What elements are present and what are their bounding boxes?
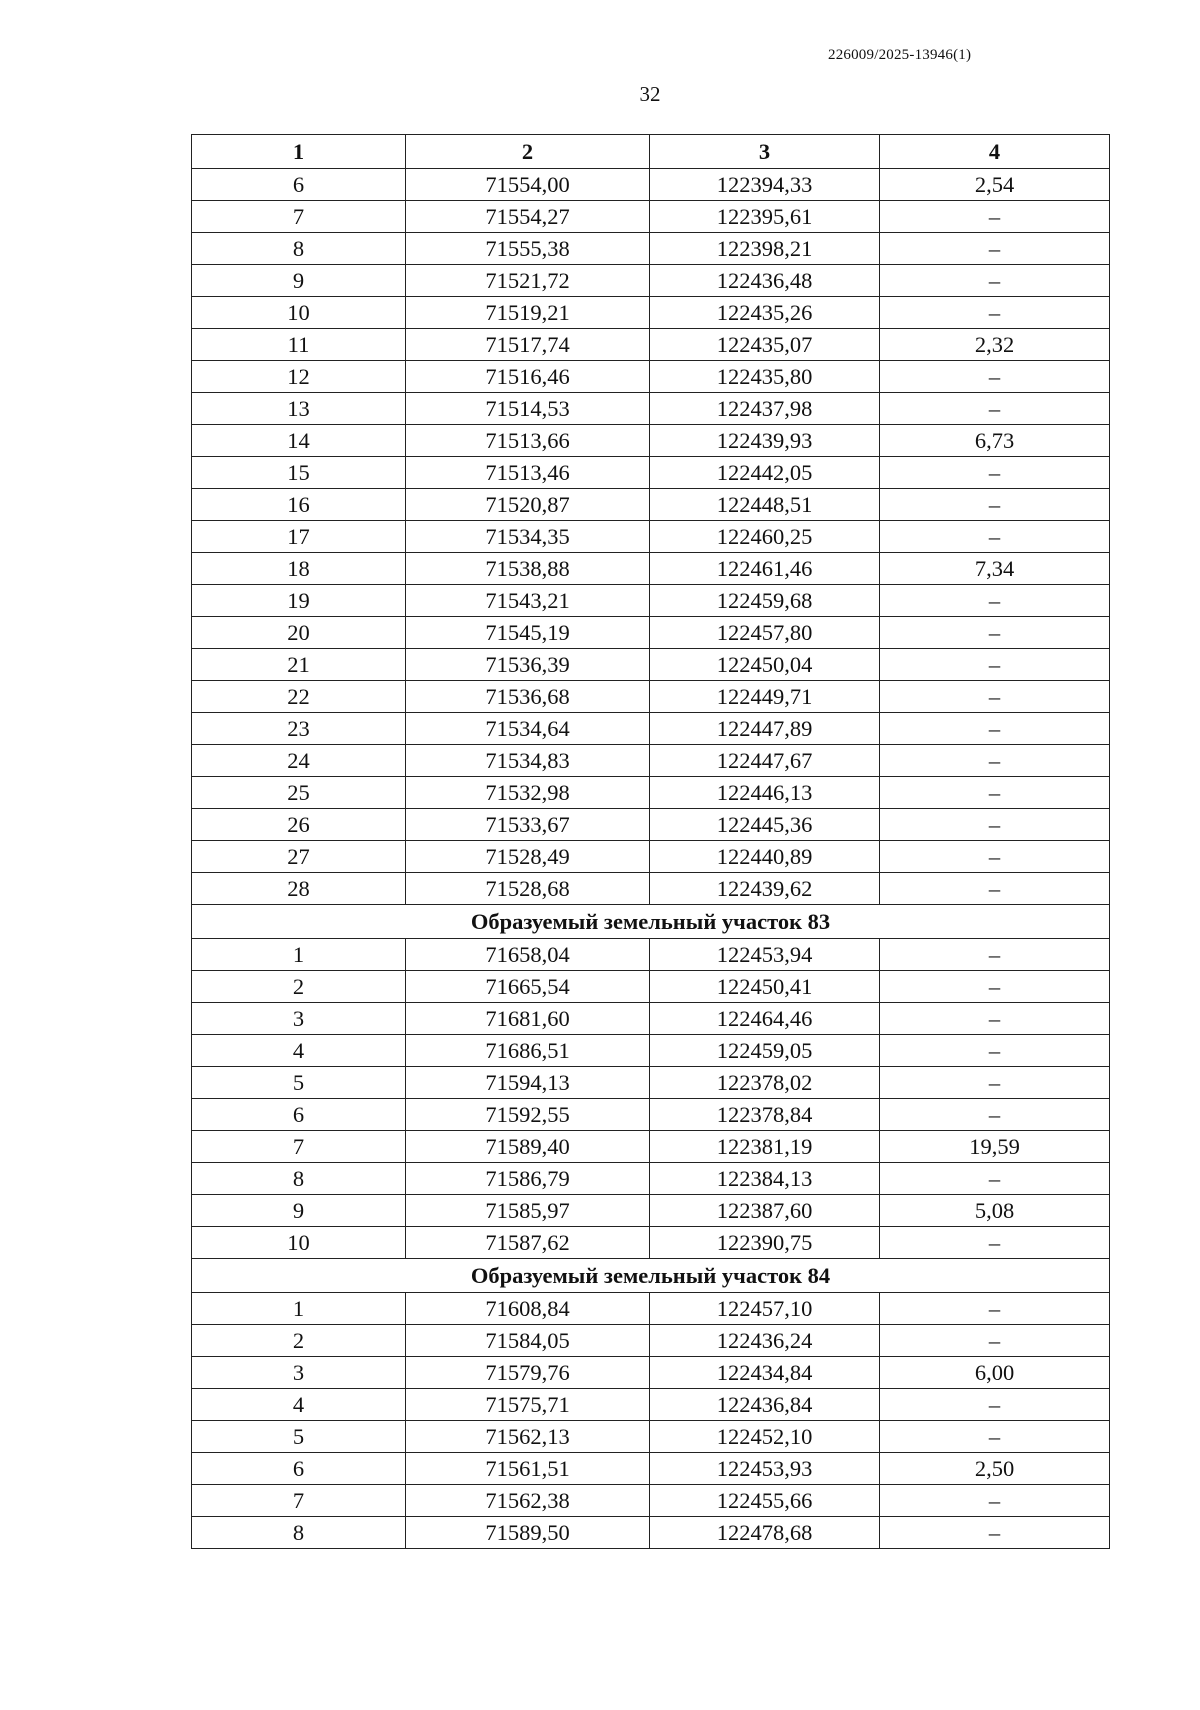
- x-coordinate-cell: 71554,27: [406, 201, 650, 233]
- table-row: [192, 873, 1110, 905]
- y-coordinate-cell: 122457,80: [650, 617, 880, 649]
- x-coordinate-cell: 71533,67: [406, 809, 650, 841]
- table-row: [192, 201, 1110, 233]
- distance-cell: –: [880, 1035, 1110, 1067]
- table-body: [192, 169, 1110, 1549]
- point-number-cell: 4: [192, 1035, 406, 1067]
- y-coordinate-cell: 122464,46: [650, 1003, 880, 1035]
- table-row: [192, 1227, 1110, 1259]
- column-header-1: 1: [192, 135, 406, 169]
- table-row: [192, 713, 1110, 745]
- x-coordinate-cell: 71587,62: [406, 1227, 650, 1259]
- x-coordinate-cell: 71579,76: [406, 1357, 650, 1389]
- section-row: [192, 1259, 1110, 1293]
- y-coordinate-cell: 122453,94: [650, 939, 880, 971]
- document-id: 226009/2025-13946(1): [828, 47, 972, 63]
- section-title: Образуемый земельный участок 84: [192, 1259, 1110, 1293]
- point-number-cell: 7: [192, 1131, 406, 1163]
- column-header-4: 4: [880, 135, 1110, 169]
- y-coordinate-cell: 122381,19: [650, 1131, 880, 1163]
- table-row: [192, 1389, 1110, 1421]
- y-coordinate-cell: 122435,26: [650, 297, 880, 329]
- x-coordinate-cell: 71594,13: [406, 1067, 650, 1099]
- point-number-cell: 8: [192, 1517, 406, 1549]
- y-coordinate-cell: 122378,02: [650, 1067, 880, 1099]
- y-coordinate-cell: 122439,93: [650, 425, 880, 457]
- y-coordinate-cell: 122442,05: [650, 457, 880, 489]
- y-coordinate-cell: 122436,24: [650, 1325, 880, 1357]
- point-number-cell: 9: [192, 265, 406, 297]
- table-row: [192, 1131, 1110, 1163]
- x-coordinate-cell: 71681,60: [406, 1003, 650, 1035]
- page-number: 32: [639, 82, 661, 106]
- distance-cell: 2,54: [880, 169, 1110, 201]
- table-row: [192, 681, 1110, 713]
- point-number-cell: 17: [192, 521, 406, 553]
- y-coordinate-cell: 122384,13: [650, 1163, 880, 1195]
- x-coordinate-cell: 71561,51: [406, 1453, 650, 1485]
- x-coordinate-cell: 71585,97: [406, 1195, 650, 1227]
- point-number-cell: 1: [192, 1293, 406, 1325]
- point-number-cell: 2: [192, 1325, 406, 1357]
- y-coordinate-cell: 122455,66: [650, 1485, 880, 1517]
- distance-cell: –: [880, 1227, 1110, 1259]
- table-row: [192, 939, 1110, 971]
- point-number-cell: 16: [192, 489, 406, 521]
- table-row: [192, 745, 1110, 777]
- y-coordinate-cell: 122435,80: [650, 361, 880, 393]
- x-coordinate-cell: 71665,54: [406, 971, 650, 1003]
- distance-cell: –: [880, 521, 1110, 553]
- point-number-cell: 10: [192, 1227, 406, 1259]
- table-row: [192, 1453, 1110, 1485]
- x-coordinate-cell: 71562,13: [406, 1421, 650, 1453]
- y-coordinate-cell: 122434,84: [650, 1357, 880, 1389]
- point-number-cell: 23: [192, 713, 406, 745]
- table-row: [192, 425, 1110, 457]
- x-coordinate-cell: 71532,98: [406, 777, 650, 809]
- distance-cell: 6,73: [880, 425, 1110, 457]
- y-coordinate-cell: 122387,60: [650, 1195, 880, 1227]
- distance-cell: –: [880, 1067, 1110, 1099]
- distance-cell: –: [880, 873, 1110, 905]
- table-row: [192, 1163, 1110, 1195]
- x-coordinate-cell: 71528,68: [406, 873, 650, 905]
- x-coordinate-cell: 71584,05: [406, 1325, 650, 1357]
- x-coordinate-cell: 71534,64: [406, 713, 650, 745]
- distance-cell: –: [880, 1163, 1110, 1195]
- table-row: [192, 1421, 1110, 1453]
- y-coordinate-cell: 122440,89: [650, 841, 880, 873]
- x-coordinate-cell: 71589,40: [406, 1131, 650, 1163]
- x-coordinate-cell: 71517,74: [406, 329, 650, 361]
- distance-cell: –: [880, 457, 1110, 489]
- y-coordinate-cell: 122436,84: [650, 1389, 880, 1421]
- y-coordinate-cell: 122461,46: [650, 553, 880, 585]
- y-coordinate-cell: 122435,07: [650, 329, 880, 361]
- point-number-cell: 15: [192, 457, 406, 489]
- table-row: [192, 393, 1110, 425]
- distance-cell: 5,08: [880, 1195, 1110, 1227]
- column-header-2: 2: [406, 135, 650, 169]
- y-coordinate-cell: 122445,36: [650, 809, 880, 841]
- point-number-cell: 1: [192, 939, 406, 971]
- point-number-cell: 5: [192, 1421, 406, 1453]
- y-coordinate-cell: 122457,10: [650, 1293, 880, 1325]
- x-coordinate-cell: 71516,46: [406, 361, 650, 393]
- distance-cell: 7,34: [880, 553, 1110, 585]
- point-number-cell: 24: [192, 745, 406, 777]
- y-coordinate-cell: 122450,41: [650, 971, 880, 1003]
- table-row: [192, 585, 1110, 617]
- distance-cell: 19,59: [880, 1131, 1110, 1163]
- y-coordinate-cell: 122460,25: [650, 521, 880, 553]
- x-coordinate-cell: 71534,35: [406, 521, 650, 553]
- table-row: [192, 297, 1110, 329]
- y-coordinate-cell: 122459,05: [650, 1035, 880, 1067]
- table-row: [192, 489, 1110, 521]
- distance-cell: 2,32: [880, 329, 1110, 361]
- point-number-cell: 20: [192, 617, 406, 649]
- distance-cell: –: [880, 713, 1110, 745]
- point-number-cell: 25: [192, 777, 406, 809]
- y-coordinate-cell: 122450,04: [650, 649, 880, 681]
- point-number-cell: 3: [192, 1003, 406, 1035]
- table-row: [192, 1195, 1110, 1227]
- x-coordinate-cell: 71519,21: [406, 297, 650, 329]
- table-row: [192, 1003, 1110, 1035]
- point-number-cell: 21: [192, 649, 406, 681]
- y-coordinate-cell: 122378,84: [650, 1099, 880, 1131]
- y-coordinate-cell: 122439,62: [650, 873, 880, 905]
- point-number-cell: 26: [192, 809, 406, 841]
- y-coordinate-cell: 122448,51: [650, 489, 880, 521]
- table-row: [192, 1099, 1110, 1131]
- y-coordinate-cell: 122394,33: [650, 169, 880, 201]
- point-number-cell: 8: [192, 1163, 406, 1195]
- point-number-cell: 6: [192, 1099, 406, 1131]
- distance-cell: –: [880, 265, 1110, 297]
- distance-cell: –: [880, 1003, 1110, 1035]
- distance-cell: –: [880, 617, 1110, 649]
- distance-cell: –: [880, 777, 1110, 809]
- distance-cell: –: [880, 1389, 1110, 1421]
- table-row: [192, 1357, 1110, 1389]
- point-number-cell: 8: [192, 233, 406, 265]
- distance-cell: –: [880, 841, 1110, 873]
- table-row: [192, 777, 1110, 809]
- distance-cell: –: [880, 1485, 1110, 1517]
- coordinates-table: [191, 134, 1110, 1549]
- point-number-cell: 6: [192, 169, 406, 201]
- y-coordinate-cell: 122390,75: [650, 1227, 880, 1259]
- y-coordinate-cell: 122447,67: [650, 745, 880, 777]
- x-coordinate-cell: 71554,00: [406, 169, 650, 201]
- table-row: [192, 809, 1110, 841]
- table-header-row: [192, 135, 1110, 169]
- x-coordinate-cell: 71513,46: [406, 457, 650, 489]
- x-coordinate-cell: 71543,21: [406, 585, 650, 617]
- point-number-cell: 10: [192, 297, 406, 329]
- distance-cell: –: [880, 489, 1110, 521]
- y-coordinate-cell: 122449,71: [650, 681, 880, 713]
- x-coordinate-cell: 71545,19: [406, 617, 650, 649]
- x-coordinate-cell: 71555,38: [406, 233, 650, 265]
- x-coordinate-cell: 71589,50: [406, 1517, 650, 1549]
- section-title: Образуемый земельный участок 83: [192, 905, 1110, 939]
- x-coordinate-cell: 71514,53: [406, 393, 650, 425]
- table-row: [192, 1293, 1110, 1325]
- x-coordinate-cell: 71686,51: [406, 1035, 650, 1067]
- table-row: [192, 971, 1110, 1003]
- table-row: [192, 361, 1110, 393]
- x-coordinate-cell: 71538,88: [406, 553, 650, 585]
- table-row: [192, 329, 1110, 361]
- y-coordinate-cell: 122436,48: [650, 265, 880, 297]
- distance-cell: –: [880, 809, 1110, 841]
- table-row: [192, 1067, 1110, 1099]
- point-number-cell: 5: [192, 1067, 406, 1099]
- distance-cell: –: [880, 585, 1110, 617]
- table-row: [192, 1035, 1110, 1067]
- x-coordinate-cell: 71592,55: [406, 1099, 650, 1131]
- table-row: [192, 521, 1110, 553]
- point-number-cell: 6: [192, 1453, 406, 1485]
- point-number-cell: 2: [192, 971, 406, 1003]
- table-row: [192, 553, 1110, 585]
- y-coordinate-cell: 122447,89: [650, 713, 880, 745]
- point-number-cell: 19: [192, 585, 406, 617]
- section-row: [192, 905, 1110, 939]
- distance-cell: –: [880, 393, 1110, 425]
- x-coordinate-cell: 71608,84: [406, 1293, 650, 1325]
- x-coordinate-cell: 71536,68: [406, 681, 650, 713]
- point-number-cell: 4: [192, 1389, 406, 1421]
- table-row: [192, 1325, 1110, 1357]
- y-coordinate-cell: 122446,13: [650, 777, 880, 809]
- x-coordinate-cell: 71562,38: [406, 1485, 650, 1517]
- column-header-3: 3: [650, 135, 880, 169]
- distance-cell: –: [880, 361, 1110, 393]
- y-coordinate-cell: 122459,68: [650, 585, 880, 617]
- x-coordinate-cell: 71520,87: [406, 489, 650, 521]
- table-row: [192, 233, 1110, 265]
- point-number-cell: 13: [192, 393, 406, 425]
- point-number-cell: 9: [192, 1195, 406, 1227]
- point-number-cell: 28: [192, 873, 406, 905]
- table-row: [192, 617, 1110, 649]
- y-coordinate-cell: 122395,61: [650, 201, 880, 233]
- distance-cell: –: [880, 1421, 1110, 1453]
- y-coordinate-cell: 122452,10: [650, 1421, 880, 1453]
- y-coordinate-cell: 122398,21: [650, 233, 880, 265]
- x-coordinate-cell: 71586,79: [406, 1163, 650, 1195]
- distance-cell: –: [880, 1099, 1110, 1131]
- y-coordinate-cell: 122453,93: [650, 1453, 880, 1485]
- y-coordinate-cell: 122437,98: [650, 393, 880, 425]
- point-number-cell: 3: [192, 1357, 406, 1389]
- x-coordinate-cell: 71534,83: [406, 745, 650, 777]
- x-coordinate-cell: 71521,72: [406, 265, 650, 297]
- distance-cell: –: [880, 233, 1110, 265]
- table-row: [192, 169, 1110, 201]
- distance-cell: –: [880, 297, 1110, 329]
- x-coordinate-cell: 71575,71: [406, 1389, 650, 1421]
- distance-cell: –: [880, 745, 1110, 777]
- distance-cell: 2,50: [880, 1453, 1110, 1485]
- x-coordinate-cell: 71513,66: [406, 425, 650, 457]
- table-row: [192, 649, 1110, 681]
- distance-cell: –: [880, 939, 1110, 971]
- x-coordinate-cell: 71658,04: [406, 939, 650, 971]
- point-number-cell: 27: [192, 841, 406, 873]
- point-number-cell: 7: [192, 1485, 406, 1517]
- point-number-cell: 11: [192, 329, 406, 361]
- distance-cell: –: [880, 971, 1110, 1003]
- x-coordinate-cell: 71528,49: [406, 841, 650, 873]
- point-number-cell: 14: [192, 425, 406, 457]
- table-row: [192, 265, 1110, 297]
- distance-cell: –: [880, 681, 1110, 713]
- point-number-cell: 12: [192, 361, 406, 393]
- table-row: [192, 1517, 1110, 1549]
- y-coordinate-cell: 122478,68: [650, 1517, 880, 1549]
- table-row: [192, 841, 1110, 873]
- x-coordinate-cell: 71536,39: [406, 649, 650, 681]
- distance-cell: –: [880, 649, 1110, 681]
- point-number-cell: 22: [192, 681, 406, 713]
- distance-cell: –: [880, 1293, 1110, 1325]
- distance-cell: 6,00: [880, 1357, 1110, 1389]
- table-row: [192, 1485, 1110, 1517]
- table-row: [192, 457, 1110, 489]
- distance-cell: –: [880, 1517, 1110, 1549]
- distance-cell: –: [880, 1325, 1110, 1357]
- point-number-cell: 18: [192, 553, 406, 585]
- point-number-cell: 7: [192, 201, 406, 233]
- distance-cell: –: [880, 201, 1110, 233]
